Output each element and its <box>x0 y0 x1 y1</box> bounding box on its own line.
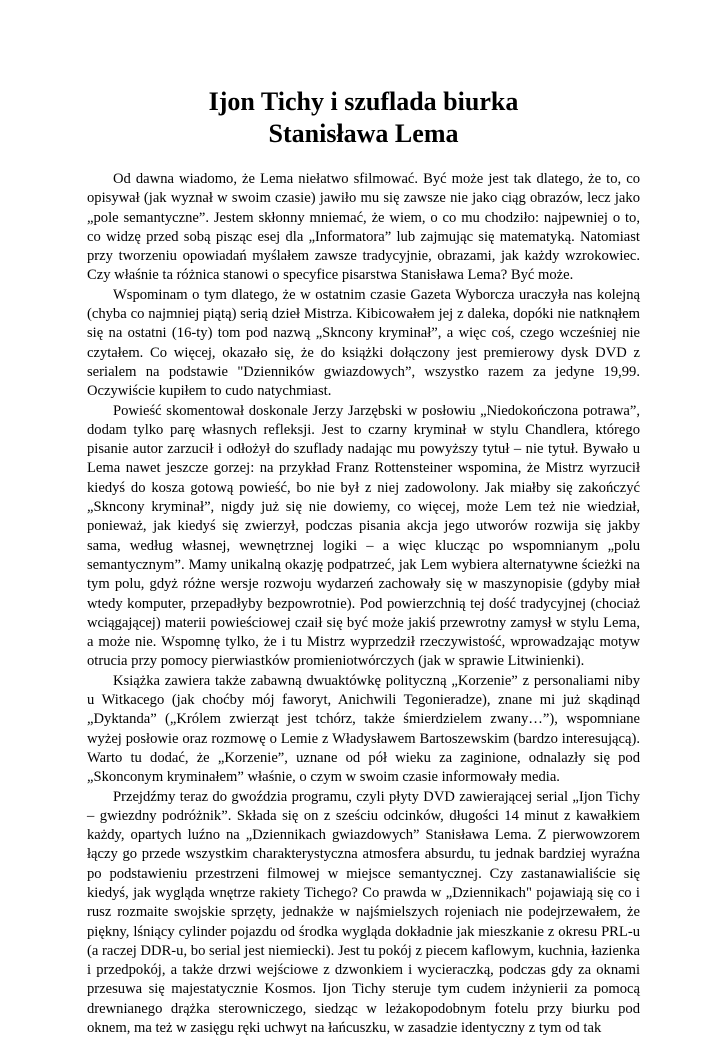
paragraph: Przejdźmy teraz do gwoździa programu, czyli płyty DVD zawierającej serial „Ijon Tichy – gwiezdny podróżnik”. Składa się on z sześciu odcinków, długości 14 minut z kawałkiem każdy, opartych luźno na „Dziennikach gwiazdowych” Stanisława Lema. Z pierwowzorem łączy go przede wszystkim charakterystyczna atmosfera absurdu, tu jednak bardziej wyraźna po podstawieniu przestrzeni filmowej w miejsce semantycznej. Czy zastanawialiście się kiedyś, jak wygląda wnętrze rakiety Tichego? Co prawda w „Dziennikach" pojawiają się co i rusz rozmaite swojskie sprzęty, jednakże w najśmielszych rojeniach nie podejrzewałem, że piękny, lśniący cylinder pojazdu od środka wygląda dokładnie jak mieszkanie z okresu PRL-u (a raczej DDR-u, bo serial jest niemiecki). Jest tu pokój z piecem kaflowym, kuchnia, łazienka i przedpokój, a także drzwi wejściowe z dzwonkiem i wycieraczką, podczas gdy za oknami przesuwa się majestatycznie Kosmos. Ijon Tichy steruje tym cudem inżynierii za pomocą drewnianego drążka sterowniczego, siedząc w leżakopodobnym fotelu przy biurku pod oknem, ma też w zasięgu ręki uchwyt na łańcuszku, w zasadzie identyczny z tym od tak <box>87 788 640 1038</box>
paragraph: Od dawna wiadomo, że Lema niełatwo sfilmować. Być może jest tak dlatego, że to, co opisywał (jak wyznał w swoim czasie) jawiło mu się zawsze nie jako ciąg obrazów, lecz jako „pole semantyczne”. Jestem skłonny mniemać, że wiem, o co mu chodziło: najpewniej o to, co widzę przed sobą pisząc esej dla „Informatora” lub zajmując się matematyką. Natomiast przy tworzeniu opowiadań myślałem zawsze tradycyjnie, obrazami, jak każdy wzrokowiec. Czy właśnie ta różnica stanowi o specyfice pisarstwa Stanisława Lema? Być może. <box>87 170 640 286</box>
paragraph: Książka zawiera także zabawną dwuaktówkę polityczną „Korzenie” z personaliami niby u Witkacego (jak choćby mój faworyt, Anichwili Tegonieradze), znane mi już skądinąd „Dyktanda” („Królem zwierząt jest tchórz, także śmierdzielem zwany…”), wspomniane wyżej posłowie oraz rozmowę o Lemie z Władysławem Bartoszewskim (bardzo interesującą). Warto tu dodać, że „Korzenie”, uznane od pół wieku za zaginione, odnalazły się pod „Skonconym kryminałem” właśnie, o czym w swoim czasie informowały media. <box>87 672 640 788</box>
document-page <box>87 86 640 1038</box>
paragraph: Powieść skomentował doskonale Jerzy Jarzębski w posłowiu „Niedokończona potrawa”, dodam tylko parę własnych refleksji. Jest to czarny kryminał w stylu Chandlera, którego pisanie autor zarzucił i odłożył do szuflady nadając mu powyższy tytuł – nie tytuł. Bywało u Lema nawet jeszcze gorzej: na przykład Franz Rottensteiner wspomina, że Mistrz wyrzucił kiedyś do kosza gotową powieść, bo nie był z niej zadowolony. Jak miałby się zakończyć „Skncony kryminał”, nigdy już się nie dowiemy, co więcej, może Lem też nie wiedział, ponieważ, jak kiedyś się zwierzył, podczas pisania akcja jego utworów rozwija się jakby sama, według własnej, wewnętrznej logiki – a więc klucząc po wspomnianym „polu semantycznym”. Mamy unikalną okazję podpatrzeć, jak Lem wybiera alternatywne ścieżki na tym polu, gdyż różne wersje rozwoju wydarzeń zachowały się w maszynopisie (gdyby miał wtedy komputer, przepadłyby bezpowrotnie). Pod powierzchnią tej dość tradycyjnej (chociaż wciągającej) materii powieściowej czaił się być może jakiś przewrotny zamysł w stylu Lema, a może nie. Wspomnę tylko, że i tu Mistrz wyprzedził rzeczywistość, wprowadzając motyw otrucia przy pomocy pierwiastków promieniotwórczych (jak w sprawie Litwinienki). <box>87 402 640 672</box>
document-title <box>87 86 640 150</box>
title-line-1: Ijon Tichy i szuflada biurka <box>87 86 640 118</box>
title-line-2: Stanisława Lema <box>87 118 640 150</box>
document-body <box>87 170 640 1038</box>
paragraph: Wspominam o tym dlatego, że w ostatnim czasie Gazeta Wyborcza uraczyła nas kolejną (chyba co najmniej piątą) serią dzieł Mistrza. Kibicowałem jej z daleka, dopóki nie natknąłem się na ostatni (16-ty) tom pod nazwą „Skncony kryminał”, a więc coś, czego wcześniej nie czytałem. Co więcej, okazało się, że do książki dołączony jest premierowy dysk DVD z serialem na podstawie "Dzienników gwiazdowych”, wszystko razem za jedyne 19,99. Oczywiście kupiłem to cudo natychmiast. <box>87 286 640 402</box>
